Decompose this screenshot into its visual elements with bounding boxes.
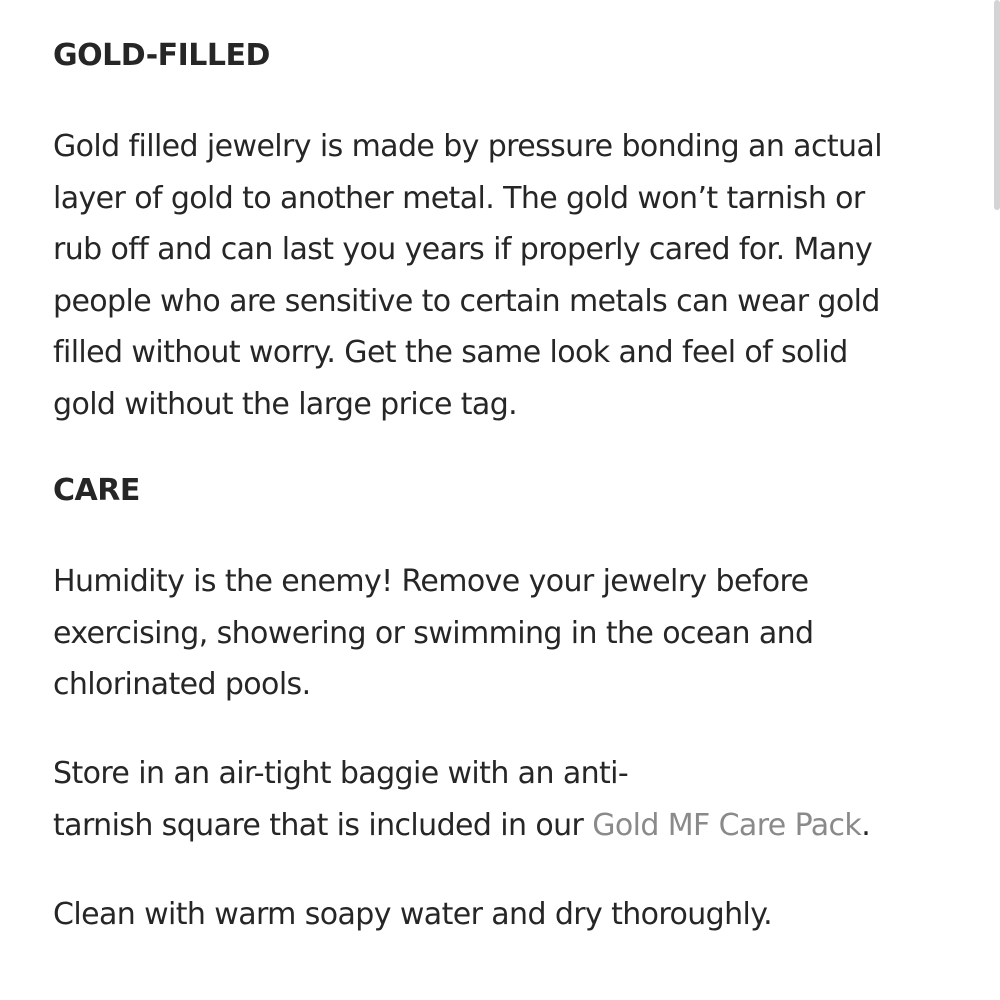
humidity-line-2: exercising, showering or swimming in the ocean and (53, 615, 814, 651)
storage-line-2-prefix: tarnish square that is included in our (53, 807, 593, 843)
gold-filled-line-2: layer of gold to another metal. The gold won’t tarnish or (53, 180, 865, 216)
humidity-line-1: Humidity is the enemy! Remove your jewelry before (53, 564, 809, 599)
cleaning-line: Clean with warm soapy water and dry thoroughly. (53, 897, 773, 932)
care-heading: CARE (53, 473, 140, 508)
storage-line-2 (53, 800, 953, 852)
care-pack-link[interactable]: Gold MF Care Pack (592, 807, 862, 843)
care-humidity-paragraph (53, 556, 953, 711)
gold-filled-line-5: filled without worry. Get the same look and feel of solid (53, 335, 848, 370)
gold-filled-line-1: Gold filled jewelry is made by pressure bonding an actual (53, 129, 882, 164)
gold-filled-line-6: gold without the large price tag. (53, 386, 518, 422)
gold-filled-line-3: rub off and can last you years if properly cared for. Many (53, 232, 873, 267)
care-cleaning-paragraph (53, 889, 953, 941)
care-storage-paragraph (53, 748, 953, 851)
humidity-line-3: chlorinated pools. (53, 667, 311, 702)
storage-line-2-suffix: . (861, 807, 871, 843)
gold-filled-heading: GOLD-FILLED (53, 38, 270, 73)
storage-line-1: Store in an air-tight baggie with an anti- (53, 756, 629, 791)
gold-filled-line-4: people who are sensitive to certain metals can wear gold (53, 283, 880, 319)
gold-filled-description (53, 121, 953, 430)
scrollbar-thumb[interactable] (994, 0, 1000, 210)
